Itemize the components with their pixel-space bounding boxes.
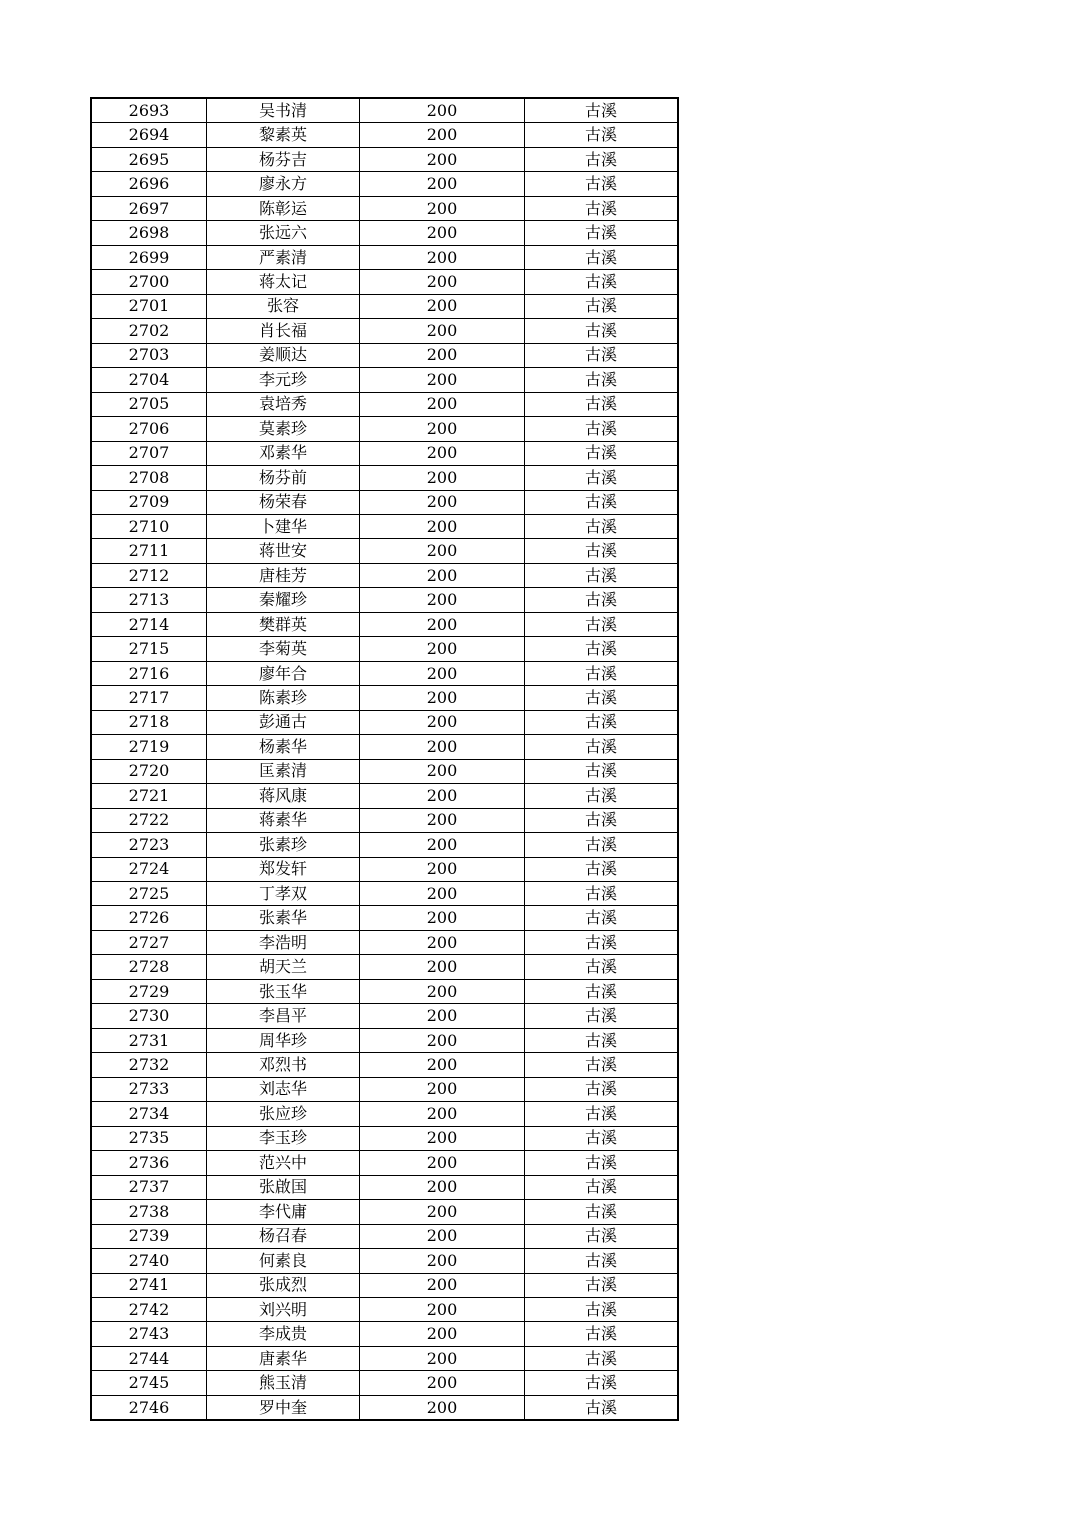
cell-name: 周华珍 xyxy=(207,1028,360,1052)
cell-id: 2742 xyxy=(91,1297,207,1321)
cell-amount: 200 xyxy=(360,1126,525,1150)
cell-village: 古溪 xyxy=(525,588,679,612)
cell-id: 2705 xyxy=(91,392,207,416)
cell-name: 唐素华 xyxy=(207,1346,360,1370)
cell-amount: 200 xyxy=(360,1102,525,1126)
cell-id: 2739 xyxy=(91,1224,207,1248)
cell-name: 匡素清 xyxy=(207,759,360,783)
cell-name: 张成烈 xyxy=(207,1273,360,1297)
cell-name: 张素华 xyxy=(207,906,360,930)
cell-name: 杨芬吉 xyxy=(207,147,360,171)
table-row xyxy=(91,441,678,465)
cell-amount: 200 xyxy=(360,319,525,343)
cell-id: 2702 xyxy=(91,319,207,343)
cell-id: 2699 xyxy=(91,245,207,269)
cell-village: 古溪 xyxy=(525,1249,679,1273)
cell-name: 李代庸 xyxy=(207,1200,360,1224)
cell-village: 古溪 xyxy=(525,1200,679,1224)
table-row xyxy=(91,417,678,441)
cell-amount: 200 xyxy=(360,1200,525,1224)
table-row xyxy=(91,1224,678,1248)
cell-id: 2710 xyxy=(91,514,207,538)
cell-name: 卜建华 xyxy=(207,514,360,538)
table-row xyxy=(91,808,678,832)
cell-name: 张远六 xyxy=(207,221,360,245)
cell-id: 2744 xyxy=(91,1346,207,1370)
cell-village: 古溪 xyxy=(525,221,679,245)
table-row xyxy=(91,270,678,294)
table-row xyxy=(91,588,678,612)
cell-amount: 200 xyxy=(360,294,525,318)
cell-id: 2715 xyxy=(91,637,207,661)
cell-village: 古溪 xyxy=(525,808,679,832)
cell-village: 古溪 xyxy=(525,343,679,367)
cell-name: 李元珍 xyxy=(207,368,360,392)
cell-name: 邓烈书 xyxy=(207,1053,360,1077)
table-row xyxy=(91,1004,678,1028)
cell-id: 2711 xyxy=(91,539,207,563)
cell-id: 2701 xyxy=(91,294,207,318)
cell-name: 熊玉清 xyxy=(207,1371,360,1395)
cell-amount: 200 xyxy=(360,1371,525,1395)
cell-village: 古溪 xyxy=(525,1297,679,1321)
cell-id: 2717 xyxy=(91,686,207,710)
cell-id: 2729 xyxy=(91,979,207,1003)
cell-id: 2716 xyxy=(91,661,207,685)
cell-amount: 200 xyxy=(360,661,525,685)
cell-village: 古溪 xyxy=(525,1395,679,1420)
cell-village: 古溪 xyxy=(525,1346,679,1370)
cell-name: 杨召春 xyxy=(207,1224,360,1248)
cell-name: 陈彰运 xyxy=(207,196,360,220)
table-row xyxy=(91,1175,678,1199)
cell-village: 古溪 xyxy=(525,930,679,954)
cell-amount: 200 xyxy=(360,417,525,441)
table-row xyxy=(91,1151,678,1175)
cell-village: 古溪 xyxy=(525,1053,679,1077)
cell-amount: 200 xyxy=(360,392,525,416)
cell-name: 张啟国 xyxy=(207,1175,360,1199)
cell-id: 2737 xyxy=(91,1175,207,1199)
cell-amount: 200 xyxy=(360,514,525,538)
cell-name: 黎素英 xyxy=(207,123,360,147)
cell-amount: 200 xyxy=(360,1346,525,1370)
cell-amount: 200 xyxy=(360,490,525,514)
table-row xyxy=(91,784,678,808)
cell-amount: 200 xyxy=(360,1151,525,1175)
cell-amount: 200 xyxy=(360,808,525,832)
cell-amount: 200 xyxy=(360,955,525,979)
cell-amount: 200 xyxy=(360,196,525,220)
cell-id: 2700 xyxy=(91,270,207,294)
cell-id: 2724 xyxy=(91,857,207,881)
cell-village: 古溪 xyxy=(525,1224,679,1248)
cell-id: 2721 xyxy=(91,784,207,808)
table-row xyxy=(91,563,678,587)
cell-name: 吴书清 xyxy=(207,98,360,123)
cell-id: 2731 xyxy=(91,1028,207,1052)
cell-village: 古溪 xyxy=(525,784,679,808)
table-row xyxy=(91,686,678,710)
table-row xyxy=(91,123,678,147)
cell-amount: 200 xyxy=(360,539,525,563)
cell-id: 2740 xyxy=(91,1249,207,1273)
table-row xyxy=(91,612,678,636)
cell-name: 唐桂芳 xyxy=(207,563,360,587)
cell-id: 2722 xyxy=(91,808,207,832)
cell-village: 古溪 xyxy=(525,539,679,563)
cell-amount: 200 xyxy=(360,1004,525,1028)
table-row xyxy=(91,98,678,123)
table-row xyxy=(91,343,678,367)
cell-name: 李成贵 xyxy=(207,1322,360,1346)
cell-village: 古溪 xyxy=(525,319,679,343)
cell-id: 2725 xyxy=(91,882,207,906)
cell-village: 古溪 xyxy=(525,563,679,587)
cell-amount: 200 xyxy=(360,123,525,147)
cell-amount: 200 xyxy=(360,1249,525,1273)
cell-id: 2736 xyxy=(91,1151,207,1175)
cell-amount: 200 xyxy=(360,1297,525,1321)
cell-name: 姜顺达 xyxy=(207,343,360,367)
cell-amount: 200 xyxy=(360,466,525,490)
cell-id: 2718 xyxy=(91,710,207,734)
table-row xyxy=(91,294,678,318)
cell-id: 2733 xyxy=(91,1077,207,1101)
cell-amount: 200 xyxy=(360,1053,525,1077)
cell-amount: 200 xyxy=(360,98,525,123)
cell-village: 古溪 xyxy=(525,1028,679,1052)
cell-name: 蒋太记 xyxy=(207,270,360,294)
cell-amount: 200 xyxy=(360,245,525,269)
table-row xyxy=(91,906,678,930)
table-row xyxy=(91,759,678,783)
table-row xyxy=(91,319,678,343)
cell-amount: 200 xyxy=(360,612,525,636)
table-body xyxy=(91,98,678,1420)
cell-name: 李昌平 xyxy=(207,1004,360,1028)
cell-name: 李浩明 xyxy=(207,930,360,954)
cell-name: 胡天兰 xyxy=(207,955,360,979)
cell-village: 古溪 xyxy=(525,735,679,759)
cell-name: 陈素珍 xyxy=(207,686,360,710)
cell-village: 古溪 xyxy=(525,710,679,734)
cell-village: 古溪 xyxy=(525,833,679,857)
table-row xyxy=(91,172,678,196)
table-row xyxy=(91,221,678,245)
cell-village: 古溪 xyxy=(525,1322,679,1346)
cell-id: 2713 xyxy=(91,588,207,612)
cell-id: 2726 xyxy=(91,906,207,930)
cell-id: 2708 xyxy=(91,466,207,490)
cell-amount: 200 xyxy=(360,441,525,465)
cell-id: 2719 xyxy=(91,735,207,759)
cell-amount: 200 xyxy=(360,759,525,783)
table-row xyxy=(91,1297,678,1321)
cell-village: 古溪 xyxy=(525,612,679,636)
cell-id: 2728 xyxy=(91,955,207,979)
cell-name: 秦耀珍 xyxy=(207,588,360,612)
cell-village: 古溪 xyxy=(525,1004,679,1028)
table-row xyxy=(91,735,678,759)
cell-amount: 200 xyxy=(360,1395,525,1420)
cell-village: 古溪 xyxy=(525,882,679,906)
table-row xyxy=(91,1273,678,1297)
cell-amount: 200 xyxy=(360,147,525,171)
cell-village: 古溪 xyxy=(525,172,679,196)
cell-amount: 200 xyxy=(360,343,525,367)
cell-name: 李玉珍 xyxy=(207,1126,360,1150)
table-row xyxy=(91,368,678,392)
cell-amount: 200 xyxy=(360,270,525,294)
table-row xyxy=(91,1053,678,1077)
cell-id: 2703 xyxy=(91,343,207,367)
cell-name: 郑发轩 xyxy=(207,857,360,881)
cell-village: 古溪 xyxy=(525,123,679,147)
cell-id: 2730 xyxy=(91,1004,207,1028)
table-row xyxy=(91,1395,678,1420)
cell-name: 杨素华 xyxy=(207,735,360,759)
cell-id: 2696 xyxy=(91,172,207,196)
cell-village: 古溪 xyxy=(525,661,679,685)
cell-name: 袁培秀 xyxy=(207,392,360,416)
cell-village: 古溪 xyxy=(525,245,679,269)
table-row xyxy=(91,979,678,1003)
cell-amount: 200 xyxy=(360,686,525,710)
cell-amount: 200 xyxy=(360,710,525,734)
cell-id: 2732 xyxy=(91,1053,207,1077)
cell-amount: 200 xyxy=(360,637,525,661)
cell-amount: 200 xyxy=(360,172,525,196)
cell-id: 2720 xyxy=(91,759,207,783)
table-row xyxy=(91,661,678,685)
cell-amount: 200 xyxy=(360,906,525,930)
cell-village: 古溪 xyxy=(525,1273,679,1297)
cell-id: 2712 xyxy=(91,563,207,587)
cell-id: 2709 xyxy=(91,490,207,514)
cell-amount: 200 xyxy=(360,882,525,906)
cell-name: 范兴中 xyxy=(207,1151,360,1175)
cell-village: 古溪 xyxy=(525,466,679,490)
table-row xyxy=(91,930,678,954)
cell-id: 2735 xyxy=(91,1126,207,1150)
cell-village: 古溪 xyxy=(525,955,679,979)
cell-name: 廖永方 xyxy=(207,172,360,196)
table-row xyxy=(91,514,678,538)
cell-village: 古溪 xyxy=(525,906,679,930)
table-row xyxy=(91,1371,678,1395)
cell-name: 张容 xyxy=(207,294,360,318)
cell-name: 杨荣春 xyxy=(207,490,360,514)
cell-village: 古溪 xyxy=(525,368,679,392)
table-row xyxy=(91,245,678,269)
cell-amount: 200 xyxy=(360,1322,525,1346)
data-table xyxy=(90,97,679,1421)
table-row xyxy=(91,882,678,906)
table-row xyxy=(91,1102,678,1126)
cell-name: 何素良 xyxy=(207,1249,360,1273)
cell-name: 樊群英 xyxy=(207,612,360,636)
cell-id: 2734 xyxy=(91,1102,207,1126)
cell-id: 2698 xyxy=(91,221,207,245)
cell-id: 2706 xyxy=(91,417,207,441)
cell-id: 2714 xyxy=(91,612,207,636)
cell-name: 彭通古 xyxy=(207,710,360,734)
cell-name: 邓素华 xyxy=(207,441,360,465)
cell-amount: 200 xyxy=(360,368,525,392)
cell-amount: 200 xyxy=(360,1175,525,1199)
cell-amount: 200 xyxy=(360,930,525,954)
cell-village: 古溪 xyxy=(525,1126,679,1150)
cell-id: 2723 xyxy=(91,833,207,857)
cell-name: 蒋素华 xyxy=(207,808,360,832)
cell-village: 古溪 xyxy=(525,196,679,220)
cell-village: 古溪 xyxy=(525,979,679,1003)
cell-id: 2743 xyxy=(91,1322,207,1346)
cell-id: 2693 xyxy=(91,98,207,123)
table-row xyxy=(91,539,678,563)
table-row xyxy=(91,710,678,734)
cell-id: 2695 xyxy=(91,147,207,171)
cell-amount: 200 xyxy=(360,833,525,857)
table-row xyxy=(91,196,678,220)
cell-village: 古溪 xyxy=(525,98,679,123)
cell-name: 莫素珍 xyxy=(207,417,360,441)
table-row xyxy=(91,1322,678,1346)
cell-amount: 200 xyxy=(360,784,525,808)
cell-village: 古溪 xyxy=(525,490,679,514)
table-row xyxy=(91,1077,678,1101)
cell-village: 古溪 xyxy=(525,1371,679,1395)
cell-amount: 200 xyxy=(360,979,525,1003)
table-row xyxy=(91,1028,678,1052)
table-row xyxy=(91,637,678,661)
cell-amount: 200 xyxy=(360,1028,525,1052)
cell-village: 古溪 xyxy=(525,857,679,881)
cell-amount: 200 xyxy=(360,1224,525,1248)
cell-amount: 200 xyxy=(360,221,525,245)
cell-id: 2707 xyxy=(91,441,207,465)
cell-village: 古溪 xyxy=(525,392,679,416)
cell-amount: 200 xyxy=(360,735,525,759)
table-row xyxy=(91,490,678,514)
cell-id: 2697 xyxy=(91,196,207,220)
cell-village: 古溪 xyxy=(525,1175,679,1199)
cell-name: 丁孝双 xyxy=(207,882,360,906)
cell-village: 古溪 xyxy=(525,514,679,538)
cell-village: 古溪 xyxy=(525,441,679,465)
cell-id: 2694 xyxy=(91,123,207,147)
cell-village: 古溪 xyxy=(525,294,679,318)
cell-id: 2704 xyxy=(91,368,207,392)
cell-name: 刘兴明 xyxy=(207,1297,360,1321)
table-row xyxy=(91,392,678,416)
cell-amount: 200 xyxy=(360,1273,525,1297)
cell-amount: 200 xyxy=(360,1077,525,1101)
table-row xyxy=(91,833,678,857)
cell-id: 2727 xyxy=(91,930,207,954)
table-row xyxy=(91,466,678,490)
cell-id: 2741 xyxy=(91,1273,207,1297)
cell-name: 张应珍 xyxy=(207,1102,360,1126)
cell-id: 2738 xyxy=(91,1200,207,1224)
cell-village: 古溪 xyxy=(525,417,679,441)
cell-name: 刘志华 xyxy=(207,1077,360,1101)
table-row xyxy=(91,1346,678,1370)
cell-village: 古溪 xyxy=(525,147,679,171)
cell-id: 2745 xyxy=(91,1371,207,1395)
table-row xyxy=(91,857,678,881)
cell-name: 肖长福 xyxy=(207,319,360,343)
table-row xyxy=(91,147,678,171)
cell-amount: 200 xyxy=(360,588,525,612)
cell-name: 杨芬前 xyxy=(207,466,360,490)
cell-name: 李菊英 xyxy=(207,637,360,661)
cell-name: 罗中奎 xyxy=(207,1395,360,1420)
cell-name: 蒋世安 xyxy=(207,539,360,563)
cell-village: 古溪 xyxy=(525,1077,679,1101)
cell-village: 古溪 xyxy=(525,759,679,783)
table-row xyxy=(91,955,678,979)
table-row xyxy=(91,1249,678,1273)
cell-village: 古溪 xyxy=(525,637,679,661)
cell-village: 古溪 xyxy=(525,270,679,294)
cell-id: 2746 xyxy=(91,1395,207,1420)
cell-name: 张素珍 xyxy=(207,833,360,857)
cell-amount: 200 xyxy=(360,563,525,587)
cell-amount: 200 xyxy=(360,857,525,881)
cell-name: 蒋风康 xyxy=(207,784,360,808)
cell-village: 古溪 xyxy=(525,1102,679,1126)
cell-name: 廖年合 xyxy=(207,661,360,685)
cell-village: 古溪 xyxy=(525,686,679,710)
cell-name: 张玉华 xyxy=(207,979,360,1003)
cell-village: 古溪 xyxy=(525,1151,679,1175)
table-row xyxy=(91,1200,678,1224)
table-row xyxy=(91,1126,678,1150)
cell-name: 严素清 xyxy=(207,245,360,269)
